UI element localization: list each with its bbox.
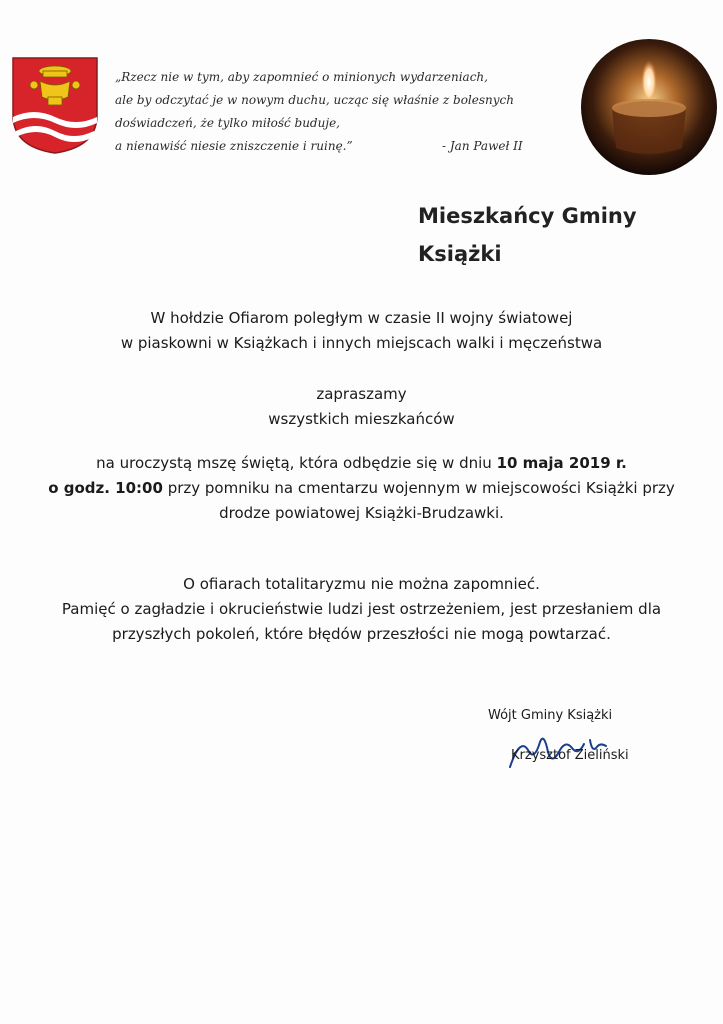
quote-line: ale by odczytać je w nowym duchu, ucząc się właśnie z bolesnych [115, 93, 514, 107]
quote-block [115, 66, 535, 158]
event-date: 10 maja 2019 r. [496, 454, 627, 472]
text-line: w piaskowni w Książkach i innych miejscach walki i męczeństwa [120, 334, 603, 352]
text-line: O ofiarach totalitaryzmu nie można zapomnieć. [183, 575, 540, 593]
quote-line: doświadczeń, że tylko miłość buduje, [115, 116, 340, 130]
memory-paragraph [0, 572, 723, 647]
invitation-paragraph [0, 382, 723, 432]
candle-image [578, 36, 720, 178]
tribute-paragraph [0, 306, 723, 356]
text-line: drodze powiatowej Książki-Brudzawki. [219, 504, 504, 522]
page-title [418, 197, 637, 273]
signatory-name: Krzysztof Zieliński [511, 748, 629, 763]
coat-of-arms-logo [10, 55, 100, 155]
event-text: na uroczystą mszę świętą, która odbędzie się w dniu [96, 454, 497, 472]
text-line: zapraszamy [316, 385, 407, 403]
text-line [0, 451, 723, 476]
text-line: W hołdzie Ofiarom poległym w czasie II wojny światowej [150, 309, 573, 327]
text-line: przyszłych pokoleń, które błędów przeszłości nie mogą powtarzać. [112, 625, 611, 643]
title-line: Książki [418, 242, 502, 266]
event-text: przy pomniku na cmentarzu wojennym w miejscowości Książki przy [162, 479, 675, 497]
title-line: Mieszkańcy Gminy [418, 204, 637, 228]
signatory-title: Wójt Gminy Książki [488, 708, 613, 723]
text-line: Pamięć o zagładzie i okrucieństwie ludzi jest ostrzeżeniem, jest przesłaniem dla [61, 600, 662, 618]
quote-author: - Jan Paweł II [442, 139, 523, 153]
quote-line: a nienawiść niesie zniszczenie i ruinę.” [115, 139, 353, 153]
event-paragraph [0, 451, 723, 526]
quote-line: „Rzecz nie w tym, aby zapomnieć o minionych wydarzeniach, [115, 70, 488, 84]
text-line: wszystkich mieszkańców [268, 410, 455, 428]
event-time: o godz. 10:00 [48, 479, 163, 497]
text-line [0, 476, 723, 501]
